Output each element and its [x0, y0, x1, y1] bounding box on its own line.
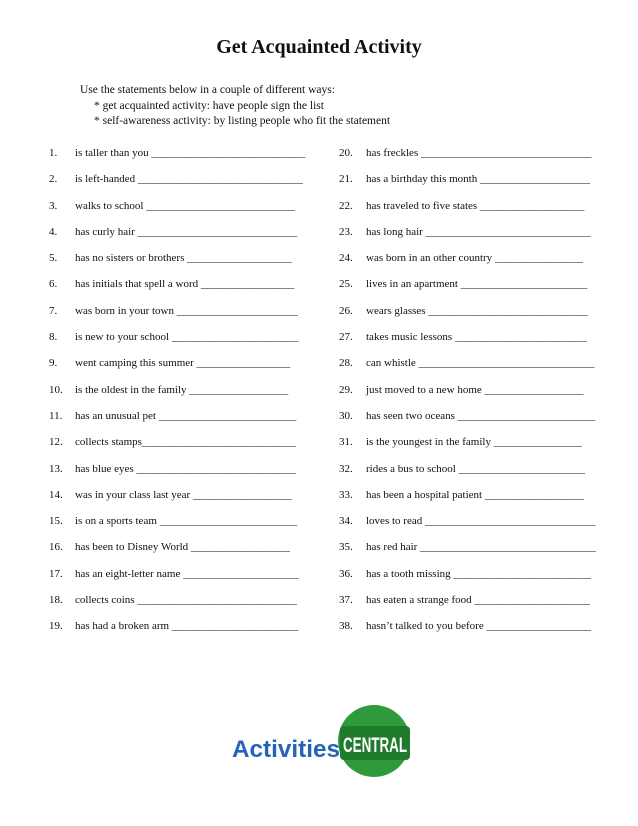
statement-list-right [339, 146, 609, 646]
statement-item [49, 619, 319, 645]
statement-number: 36. [339, 567, 353, 580]
statement-text: is left-handed ______________________________ [75, 173, 303, 186]
instructions-bullet-list: * self-awareness activity: by listing people who fit the statement [94, 115, 391, 127]
statement-item [49, 277, 319, 303]
statement-item [339, 619, 609, 645]
statement-text: has a birthday this month ____________________ [366, 173, 590, 186]
statement-text: has blue eyes _____________________________ [75, 462, 296, 475]
statement-number: 31. [339, 436, 353, 449]
statement-number: 30. [339, 409, 353, 422]
statement-item [339, 540, 609, 566]
instructions-line: Use the statements below in a couple of different ways: [80, 84, 335, 96]
statement-item [339, 330, 609, 356]
statement-number: 5. [49, 252, 58, 265]
statement-text: collects stamps____________________________ [75, 436, 296, 449]
statement-item [49, 251, 319, 277]
statement-number: 8. [49, 331, 58, 344]
statement-item [49, 593, 319, 619]
statement-number: 17. [49, 567, 63, 580]
statement-number: 18. [49, 594, 63, 607]
statement-number: 32. [339, 462, 353, 475]
statement-text: has traveled to five states ___________________ [366, 199, 585, 212]
statement-item [49, 199, 319, 225]
statement-text: has freckles _______________________________ [366, 147, 592, 159]
statement-item [339, 462, 609, 488]
statement-item [339, 567, 609, 593]
statement-item [49, 462, 319, 488]
statement-item [339, 172, 609, 198]
activities-central-logo [230, 703, 412, 783]
statement-number: 27. [339, 331, 353, 344]
statement-text: wears glasses _____________________________ [366, 304, 588, 317]
statement-text: lives in an apartment _______________________ [366, 278, 588, 291]
statement-item [49, 225, 319, 251]
statement-number: 34. [339, 515, 353, 528]
statement-number: 19. [49, 620, 63, 633]
statement-number: 10. [49, 383, 63, 396]
statement-item [49, 304, 319, 330]
statement-item [339, 277, 609, 303]
statement-text: hasn’t talked to you before ___________________ [366, 620, 591, 633]
statement-item [339, 356, 609, 382]
statement-item [339, 146, 609, 172]
statement-text: has been a hospital patient __________________ [366, 488, 584, 501]
statement-item [49, 146, 319, 172]
statement-list-left [49, 146, 319, 646]
statement-number: 7. [49, 304, 58, 317]
statement-text: was in your class last year __________________ [75, 488, 292, 501]
statement-text: was born in an other country ________________ [366, 252, 583, 265]
statement-text: went camping this summer _________________ [75, 357, 291, 370]
statement-item [339, 304, 609, 330]
statement-number: 13. [49, 462, 63, 475]
statement-number: 37. [339, 594, 353, 607]
statement-item [339, 514, 609, 540]
statement-text: is the oldest in the family __________________ [75, 383, 289, 396]
logo-word-central: CENTRAL [343, 734, 408, 757]
statement-text: is taller than you ____________________________ [75, 147, 306, 159]
logo-word-activities: Activities [232, 736, 340, 763]
statement-text: takes music lessons ________________________ [366, 331, 587, 344]
statement-number: 3. [49, 199, 58, 212]
statement-number: 35. [339, 541, 353, 554]
statement-number: 1. [49, 147, 58, 159]
statement-item [49, 172, 319, 198]
statement-text: has a tooth missing _________________________ [366, 567, 591, 580]
statement-item [339, 383, 609, 409]
statement-item [339, 225, 609, 251]
statement-number: 23. [339, 225, 353, 238]
statement-text: has seen two oceans _________________________ [366, 409, 596, 422]
statement-item [339, 593, 609, 619]
statement-text: has long hair ______________________________ [366, 225, 591, 238]
statement-item [49, 383, 319, 409]
statement-item [49, 540, 319, 566]
statement-number: 26. [339, 304, 353, 317]
statement-number: 15. [49, 515, 63, 528]
statement-text: has red hair ________________________________ [366, 541, 597, 554]
statement-item [49, 567, 319, 593]
statement-number: 2. [49, 173, 58, 186]
statement-number: 12. [49, 436, 63, 449]
statement-text: can whistle ________________________________ [366, 357, 595, 370]
statement-text: loves to read _______________________________ [366, 515, 596, 528]
statement-text: has an eight-letter name _____________________ [75, 567, 299, 580]
statement-number: 9. [49, 357, 58, 370]
statement-item [339, 251, 609, 277]
statement-item [339, 435, 609, 461]
statement-number: 4. [49, 225, 58, 238]
statement-item [339, 409, 609, 435]
statement-number: 6. [49, 278, 58, 291]
statement-item [339, 488, 609, 514]
statement-number: 25. [339, 278, 353, 291]
statement-text: is on a sports team _________________________ [75, 515, 298, 528]
statement-text: is the youngest in the family ________________ [366, 436, 582, 449]
statement-text: just moved to a new home __________________ [366, 383, 584, 396]
statement-item [49, 514, 319, 540]
statement-number: 16. [49, 541, 63, 554]
statement-text: rides a bus to school _______________________ [366, 462, 586, 475]
instructions [80, 83, 390, 130]
statement-number: 24. [339, 252, 353, 265]
statement-item [49, 356, 319, 382]
statement-number: 21. [339, 173, 353, 186]
statement-text: was born in your town ______________________ [75, 304, 298, 317]
statement-item [339, 199, 609, 225]
statement-text: has been to Disney World __________________ [75, 541, 290, 554]
instructions-bullet-sign: * get acquainted activity: have people sign the list [94, 99, 324, 112]
statement-number: 14. [49, 488, 63, 501]
statement-item [49, 435, 319, 461]
statement-text: has an unusual pet _________________________ [75, 409, 297, 422]
statement-item [49, 330, 319, 356]
statement-text: has had a broken arm _______________________ [75, 620, 299, 633]
statement-text: walks to school ___________________________ [75, 199, 295, 212]
statement-number: 38. [339, 620, 353, 633]
page-title: Get Acquainted Activity [216, 36, 422, 58]
statement-number: 11. [49, 409, 63, 422]
statement-number: 33. [339, 488, 353, 501]
statement-number: 20. [339, 147, 353, 159]
statement-text: is new to your school _______________________ [75, 331, 299, 344]
statement-text: has curly hair _____________________________ [75, 225, 298, 238]
statement-item [49, 409, 319, 435]
statement-text: has eaten a strange food _____________________ [366, 594, 590, 607]
statement-text: has no sisters or brothers ___________________ [75, 252, 292, 265]
statement-text: has initials that spell a word _________________ [75, 278, 295, 291]
statement-text: collects coins _____________________________ [75, 594, 297, 607]
statement-item [49, 488, 319, 514]
statement-number: 22. [339, 199, 353, 212]
statement-number: 28. [339, 357, 353, 370]
statement-number: 29. [339, 383, 353, 396]
